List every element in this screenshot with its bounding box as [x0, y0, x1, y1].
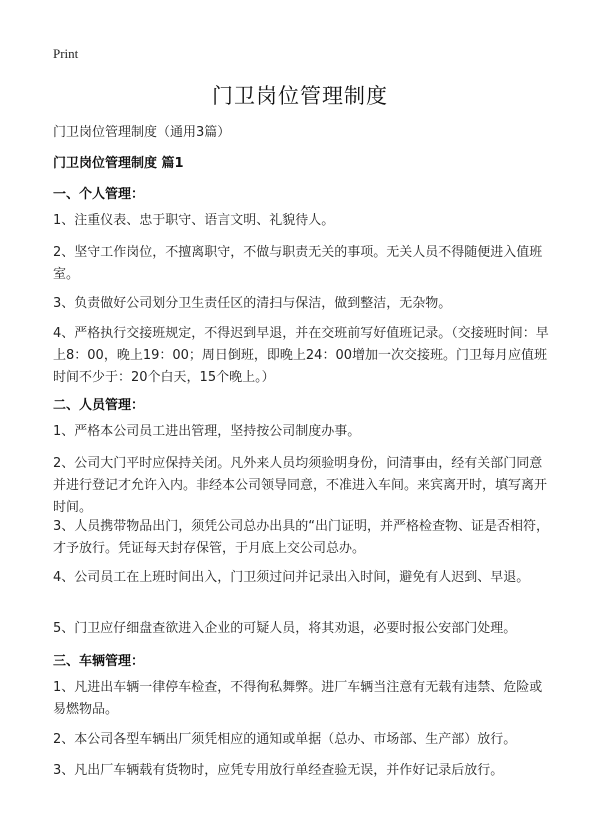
section-1-item-2: 2、坚守工作岗位，不擅离职守，不做与职责无关的事项。无关人员不得随便进入值班室。 — [53, 245, 543, 282]
section-2-item-1: 1、严格本公司员工进出管理，坚持按公司制度办事。 — [53, 424, 361, 439]
section-2-item-5: 5、门卫应仔细盘查欲进入企业的可疑人员，将其劝退，必要时报公安部门处理。 — [53, 621, 517, 636]
section-2-item-3: 3、人员携带物品出门，须凭公司总办出具的“出门证明，并严格检查物、证是否相符，才予放行。凭证每天封存保管，于月底上交公司总办。 — [53, 519, 550, 556]
document-subtitle: 门卫岗位管理制度（通用3篇） — [53, 125, 231, 140]
print-label: Print — [53, 46, 79, 61]
section-1-item-1: 1、注重仪表、忠于职守、语言文明、礼貌待人。 — [53, 213, 335, 228]
section-heading-personal: 一、个人管理： — [53, 187, 145, 202]
part-heading: 门卫岗位管理制度 篇1 — [53, 156, 184, 171]
section-heading-personnel: 二、人员管理： — [53, 398, 145, 413]
section-2-item-2: 2、公司大门平时应保持关闭。凡外来人员均须验明身份，问清事由，经有关部门同意并进行登记才允许入内。非经本公司领导同意，不准进入车间。来宾离开时，填写离开时间。 — [53, 456, 548, 515]
section-heading-vehicles: 三、车辆管理： — [53, 654, 145, 669]
section-1-item-4: 4、严格执行交接班规定，不得迟到早退，并在交班前写好值班记录。（交接班时间：早上8：00，晚上19：00；周日倒班，即晚上24：00增加一次交接班。门卫每月应值班时间不少于：20个白天，15个晚上。） — [53, 326, 549, 385]
document-title: 门卫岗位管理制度 — [212, 84, 388, 108]
section-3-item-1: 1、凡进出车辆一律停车检查，不得徇私舞弊。进厂车辆当注意有无载有违禁、危险或易燃物品。 — [53, 680, 543, 717]
section-1-item-3: 3、负责做好公司划分卫生责任区的清扫与保洁，做到整洁，无杂物。 — [53, 296, 452, 311]
section-2-item-4: 4、公司员工在上班时间出入，门卫须过问并记录出入时间，避免有人迟到、早退。 — [53, 570, 530, 585]
section-3-item-3: 3、凡出厂车辆载有货物时，应凭专用放行单经查验无误，并作好记录后放行。 — [53, 763, 504, 778]
section-3-item-2: 2、本公司各型车辆出厂须凭相应的通知或单据（总办、市场部、生产部）放行。 — [53, 732, 517, 747]
